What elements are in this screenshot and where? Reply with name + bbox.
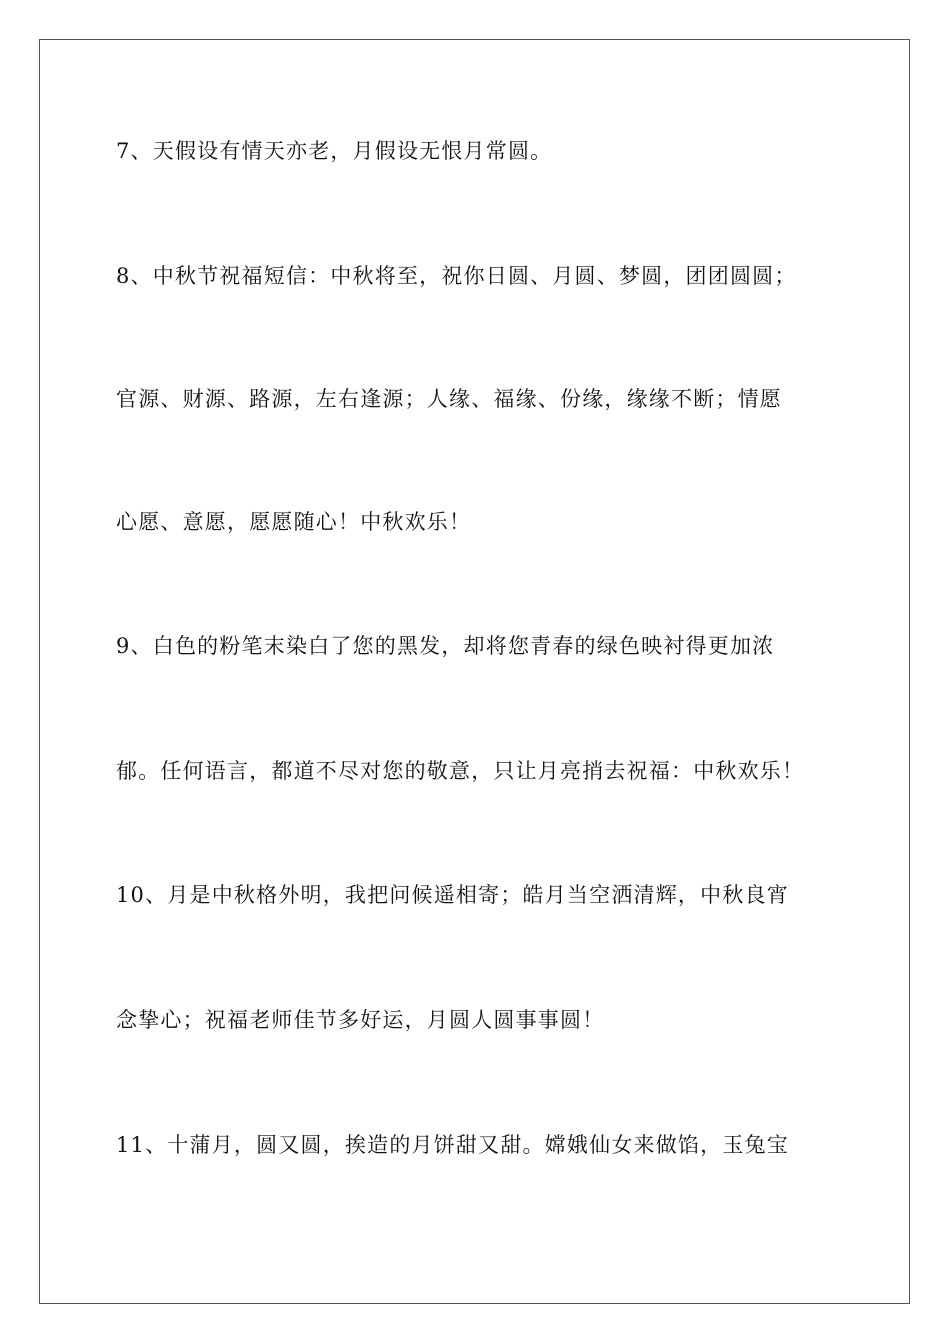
text-line: 10、月是中秋格外明，我把问候遥相寄；皓月当空洒清辉，中秋良宵: [116, 883, 789, 907]
page-border: [39, 39, 910, 1304]
text-line: 心愿、意愿，愿愿随心！中秋欢乐！: [116, 510, 472, 534]
text-line: 7、天假设有情天亦老，月假设无恨月常圆。: [116, 139, 553, 163]
text-line: 官源、财源、路源，左右逢源；人缘、福缘、份缘，缘缘不断；情愿: [116, 387, 782, 411]
text-line: 8、中秋节祝福短信：中秋将至，祝你日圆、月圆、梦圆，团团圆圆；: [116, 264, 797, 288]
text-line: 11、十蒲月，圆又圆，挨造的月饼甜又甜。嫦娥仙女来做馅，玉兔宝: [116, 1133, 789, 1157]
text-line: 9、白色的粉笔末染白了您的黑发，却将您青春的绿色映衬得更加浓: [116, 634, 775, 658]
text-line: 念挚心；祝福老师佳节多好运，月圆人圆事事圆！: [116, 1008, 605, 1032]
text-line: 郁。任何语言，都道不尽对您的敬意，只让月亮捎去祝福：中秋欢乐！: [116, 759, 805, 783]
